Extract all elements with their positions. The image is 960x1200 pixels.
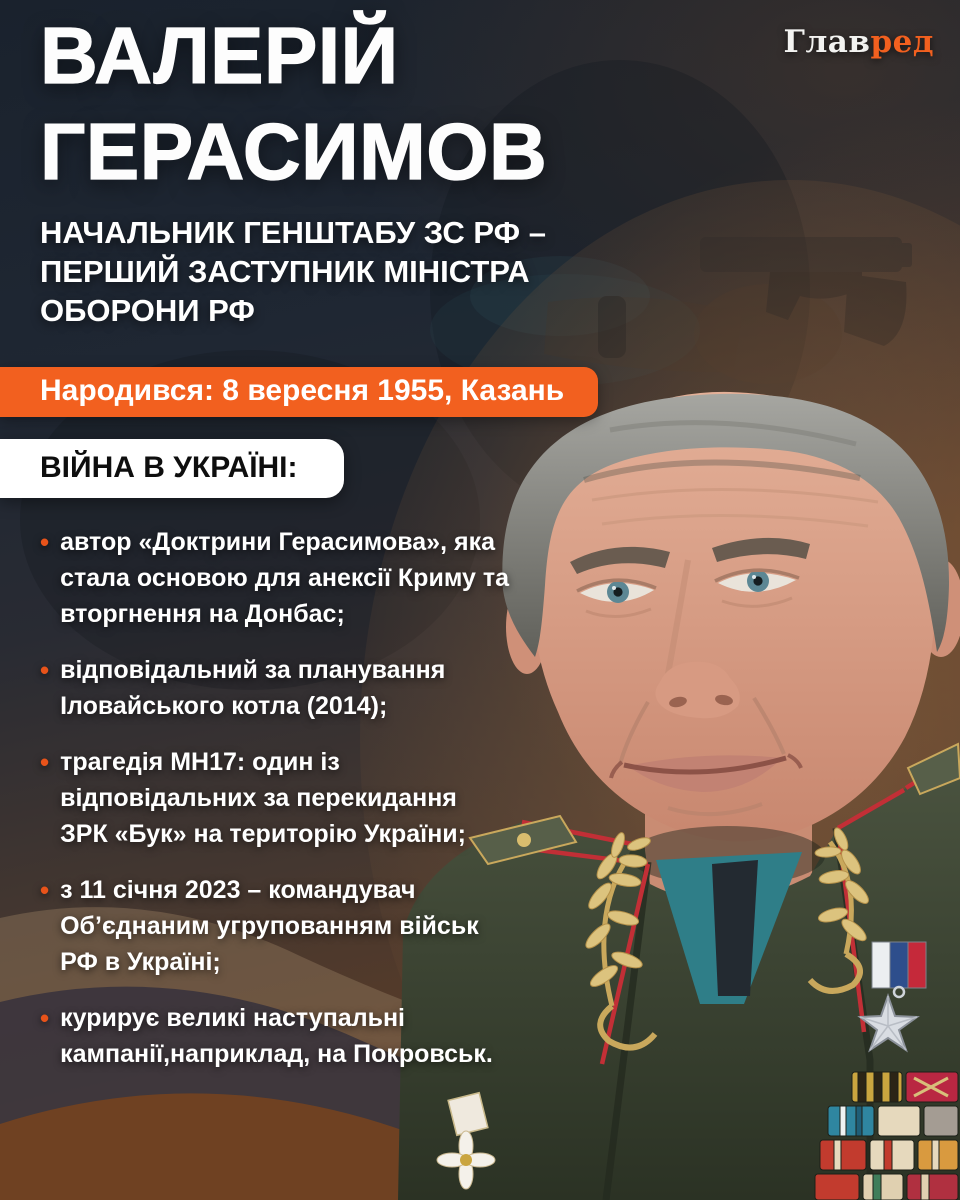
list-item xyxy=(40,872,510,980)
facts-list xyxy=(40,524,510,1072)
subtitle-line-1: НАЧАЛЬНИК ГЕНШТАБУ ЗС РФ – xyxy=(40,215,546,250)
logo-part-orange: ред xyxy=(870,24,934,60)
tie xyxy=(712,860,758,996)
list-item xyxy=(40,744,510,852)
bullet-icon: • xyxy=(40,1003,50,1033)
bullet-text: трагедія МН17: один із відповідальних за перекидання ЗРК «Бук» на територію України; xyxy=(60,748,467,848)
bullet-icon: • xyxy=(40,875,50,905)
title-line-1: ВАЛЕРІЙ xyxy=(40,11,399,100)
subtitle-line-3: ОБОРОНИ РФ xyxy=(40,293,255,328)
bullet-text: курирує великі наступальні кампанії,наприклад, на Покровськ. xyxy=(60,1004,493,1068)
section-badge: ВІЙНА В УКРАЇНІ: xyxy=(0,439,344,498)
bullet-text: автор «Доктрини Герасимова», яка стала основою для анексії Криму та вторгнення на Донбас; xyxy=(60,528,509,628)
bullet-text: з 11 січня 2023 – командувач Об’єднаним угрупованням військ РФ в Україні; xyxy=(60,876,479,976)
content-column xyxy=(40,8,580,1092)
title-line-2: ГЕРАСИМОВ xyxy=(40,107,548,196)
list-item xyxy=(40,1000,510,1072)
bullet-icon: • xyxy=(40,655,50,685)
bullet-icon: • xyxy=(40,747,50,777)
list-item xyxy=(40,652,510,724)
subtitle-line-2: ПЕРШИЙ ЗАСТУПНИК МІНІСТРА xyxy=(40,254,530,289)
bullet-text: відповідальний за планування Іловайського котла (2014); xyxy=(60,656,446,720)
birth-date-badge: Народився: 8 вересня 1955, Казань xyxy=(0,367,598,417)
page-title xyxy=(40,8,580,200)
bullet-icon: • xyxy=(40,527,50,557)
glavred-logo xyxy=(784,24,934,60)
list-item xyxy=(40,524,510,632)
logo-part-white: Глав xyxy=(783,24,871,60)
subtitle xyxy=(40,213,580,330)
